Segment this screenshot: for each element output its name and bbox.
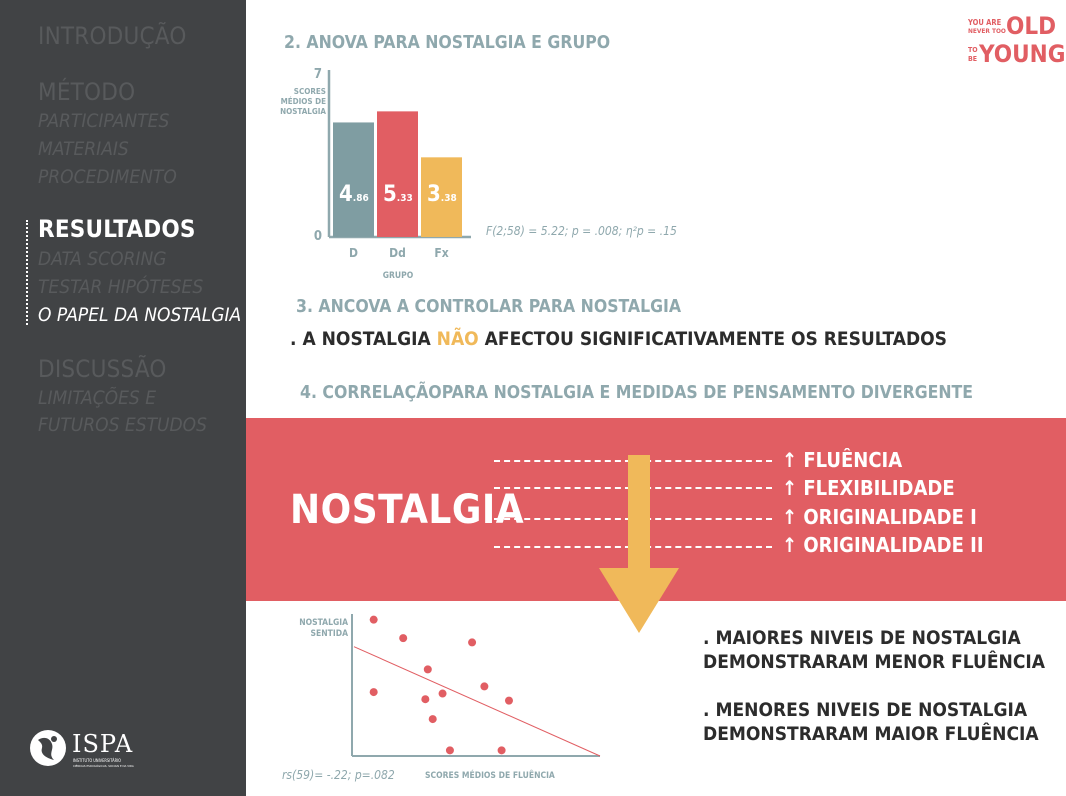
scatter-ylabel-1: NOSTALGIA bbox=[299, 618, 348, 628]
logo-word-old: OLD bbox=[1006, 12, 1057, 40]
ispa-sub1: INSTITUTO UNIVERSITÁRIO bbox=[73, 758, 122, 763]
logo-to: TO bbox=[968, 46, 978, 54]
scatter-point bbox=[439, 690, 447, 698]
logo-line1: YOU ARE bbox=[968, 18, 1002, 27]
ispa-emblem-icon bbox=[28, 728, 68, 768]
nostalgia-word: NOSTALGIA bbox=[290, 487, 525, 533]
logo-line2: NEVER TOO bbox=[968, 27, 1006, 35]
ispa-name: ISPA bbox=[72, 730, 134, 758]
ancova-statement-pre: . A NOSTALGIA bbox=[290, 328, 437, 350]
measure-label-originalidade-1: ORIGINALIDADE I bbox=[803, 505, 977, 529]
correlation-scatter-chart bbox=[280, 606, 610, 791]
active-section-marker bbox=[26, 220, 28, 325]
section-4-title: 4. CORRELAÇÃOPARA NOSTALGIA E MEDIDAS DE PENSAMENTO DIVERGENTE bbox=[300, 383, 974, 403]
scatter-point bbox=[370, 616, 378, 624]
measure-label-originalidade-2: ORIGINALIDADE II bbox=[803, 533, 984, 557]
up-arrow-icon: ↑ bbox=[782, 476, 798, 500]
ancova-statement-post: AFECTOU SIGNIFICATIVAMENTE OS RESULTADOS bbox=[478, 328, 947, 350]
nav-testar-hipoteses[interactable]: TESTAR HIPÓTESES bbox=[38, 276, 204, 298]
scatter-point bbox=[399, 634, 407, 642]
scatter-point bbox=[446, 746, 454, 754]
bar-xlabel: GRUPO bbox=[382, 271, 414, 281]
measure-originalidade-1 bbox=[782, 505, 977, 529]
bar-D bbox=[333, 122, 374, 237]
nav-metodo[interactable]: MÉTODO bbox=[38, 78, 136, 106]
scatter-point bbox=[424, 665, 432, 673]
scatter-point bbox=[370, 688, 378, 696]
nav-futuros-estudos[interactable]: FUTUROS ESTUDOS bbox=[38, 414, 207, 436]
bar-value-label-D: 4.86 bbox=[339, 182, 369, 207]
up-arrow-icon: ↑ bbox=[782, 505, 798, 529]
conclusion-2-line-2: DEMONSTRARAM MAIOR FLUÊNCIA bbox=[703, 723, 1039, 745]
scatter-point bbox=[498, 746, 506, 754]
nav-participantes[interactable]: PARTICIPANTES bbox=[38, 110, 170, 132]
scatter-ylabel-2: SENTIDA bbox=[310, 629, 348, 639]
anova-bar-chart bbox=[266, 62, 626, 282]
up-arrow-icon: ↑ bbox=[782, 448, 798, 472]
measure-label-fluencia: FLUÊNCIA bbox=[803, 448, 903, 472]
bar-Dd bbox=[377, 111, 418, 237]
nav-introducao[interactable]: INTRODUÇÃO bbox=[38, 22, 187, 50]
conclusion-2 bbox=[703, 698, 1039, 746]
nav-resultados[interactable]: RESULTADOS bbox=[38, 215, 196, 243]
bar-ytick-max: 7 bbox=[313, 67, 322, 82]
conclusion-1-line-2: DEMONSTRARAM MENOR FLUÊNCIA bbox=[703, 651, 1045, 673]
measure-originalidade-2 bbox=[782, 533, 984, 557]
nav-procedimento[interactable]: PROCEDIMENTO bbox=[38, 166, 177, 188]
scatter-stat: rs(59)= -.22; p=.082 bbox=[282, 768, 395, 782]
section-2-title: 2. ANOVA PARA NOSTALGIA E GRUPO bbox=[284, 33, 611, 53]
scatter-point bbox=[421, 695, 429, 703]
up-arrow-icon: ↑ bbox=[782, 533, 798, 557]
section-3-title: 3. ANCOVA A CONTROLAR PARA NOSTALGIA bbox=[296, 297, 682, 317]
ancova-statement bbox=[290, 328, 947, 350]
brand-logo bbox=[968, 12, 1066, 68]
anova-stat: F(2;58) = 5.22; p = .008; η²p = .15 bbox=[486, 224, 677, 238]
scatter-point bbox=[480, 682, 488, 690]
ispa-logo bbox=[28, 728, 148, 772]
bar-ylabel-2: MÉDIOS DE bbox=[280, 97, 326, 106]
bar-value-label-Fx: 3.38 bbox=[427, 182, 457, 207]
ancova-statement-highlight: NÃO bbox=[436, 328, 479, 350]
conclusion-1-line-1: . MAIORES NIVEIS DE NOSTALGIA bbox=[703, 627, 1021, 649]
bar-value-label-Dd: 5.33 bbox=[383, 182, 413, 207]
nav-discussao[interactable]: DISCUSSÃO bbox=[38, 355, 167, 383]
bar-ylabel-1: SCORES bbox=[293, 87, 326, 96]
logo-be: BE bbox=[968, 55, 978, 63]
logo-word-young: YOUNG bbox=[979, 40, 1066, 68]
scatter-xlabel: SCORES MÉDIOS DE FLUÊNCIA bbox=[425, 771, 555, 781]
bar-category-label-Dd: Dd bbox=[389, 246, 406, 260]
bar-category-label-D: D bbox=[349, 246, 358, 260]
scatter-point bbox=[429, 715, 437, 723]
bar-category-label-Fx: Fx bbox=[434, 246, 449, 260]
measure-flexibilidade bbox=[782, 476, 955, 500]
ispa-sub2: CIÊNCIAS PSICOLÓGICAS, SOCIAIS E DA VIDA bbox=[73, 764, 134, 768]
nav-limitacoes[interactable]: LIMITAÇÕES E bbox=[38, 387, 156, 409]
nav-data-scoring[interactable]: DATA SCORING bbox=[38, 248, 167, 270]
bar-ytick-min: 0 bbox=[313, 229, 322, 244]
measure-label-flexibilidade: FLEXIBILIDADE bbox=[803, 476, 955, 500]
scatter-point bbox=[505, 697, 513, 705]
nav-materiais[interactable]: MATERIAIS bbox=[38, 138, 129, 160]
sidebar-nav bbox=[0, 0, 246, 796]
conclusion-2-line-1: . MENORES NIVEIS DE NOSTALGIA bbox=[703, 699, 1028, 721]
scatter-trend-line bbox=[354, 647, 600, 756]
scatter-point bbox=[468, 638, 476, 646]
nav-papel-nostalgia[interactable]: O PAPEL DA NOSTALGIA bbox=[38, 304, 242, 326]
measure-fluencia bbox=[782, 448, 902, 472]
conclusion-1 bbox=[703, 626, 1045, 674]
bar-ylabel-3: NOSTALGIA bbox=[280, 107, 326, 116]
